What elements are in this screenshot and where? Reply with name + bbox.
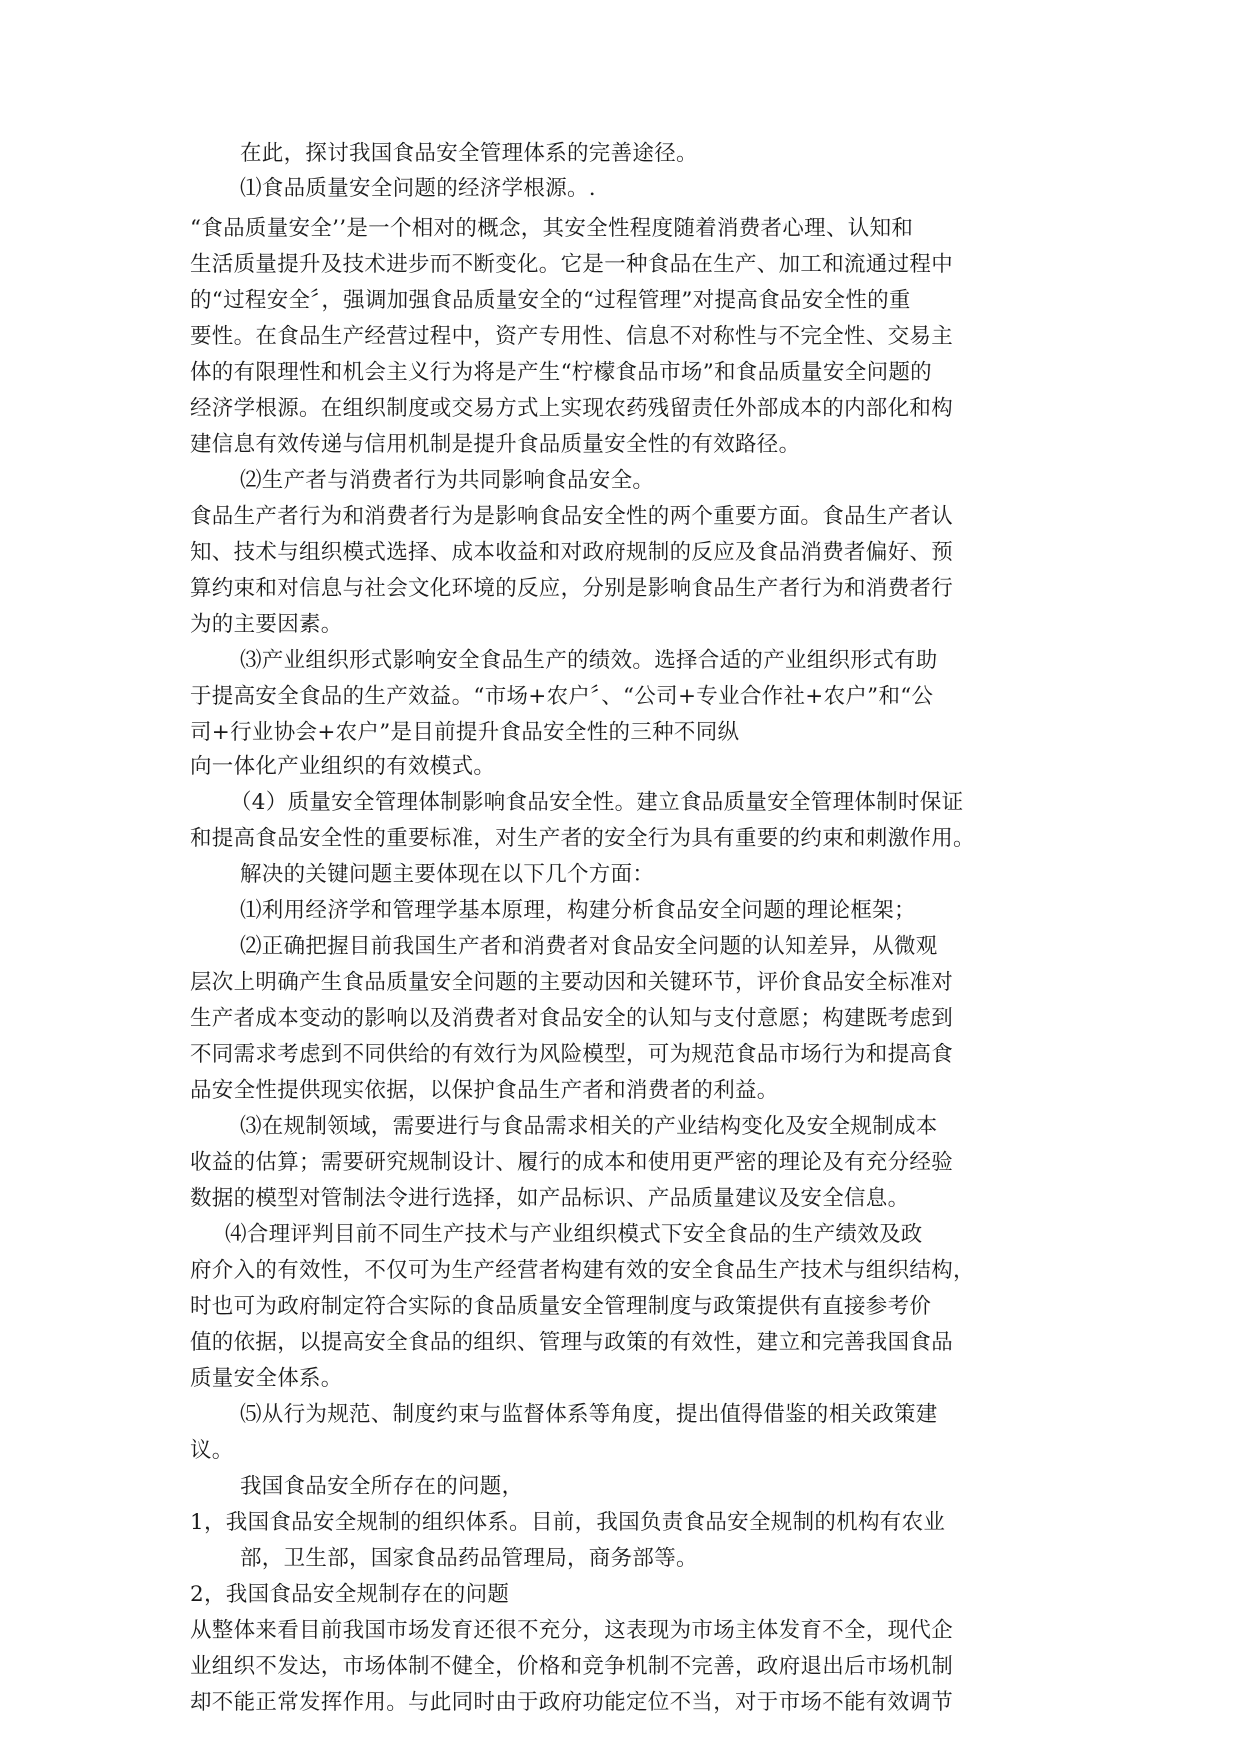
numbered-item-2: 2，我国食品安全规制存在的问题 (190, 1582, 510, 1607)
body-text-line: 要性。在食品生产经营过程中，资产专用性、信息不对称性与不完全性、交易主 (190, 324, 954, 349)
section-heading-3: ⑶产业组织形式影响安全食品生产的绩效。选择合适的产业组织形式有助 (240, 648, 938, 673)
section-heading-4: （4）质量安全管理体制影响食品安全性。建立食品质量安全管理体制时保证 (230, 790, 964, 815)
body-text-line: 生活质量提升及技术进步而不断变化。它是一种食品在生产、加工和流通过程中 (190, 252, 954, 277)
body-text-line: 议。 (190, 1438, 234, 1463)
body-text-line: 府介入的有效性，不仅可为生产经营者构建有效的安全食品生产技术与组织结构， (190, 1258, 975, 1283)
body-text-line: 却不能正常发挥作用。与此同时由于政府功能定位不当，对于市场不能有效调节 (190, 1690, 954, 1715)
numbered-item-1: 1，我国食品安全规制的组织体系。目前，我国负责食品安全规制的机构有农业 (190, 1510, 946, 1535)
body-text-line: 算约束和对信息与社会文化环境的反应，分别是影响食品生产者行为和消费者行 (190, 576, 954, 601)
body-text-line: 的“过程安全〞，强调加强食品质量安全的“过程管理”对提高食品安全性的重 (190, 288, 911, 313)
body-text-line: 和提高食品安全性的重要标准，对生产者的安全行为具有重要的约束和刺激作用。 (190, 826, 975, 851)
body-text-line: 知、技术与组织模式选择、成本收益和对政府规制的反应及食品消费者偏好、预 (190, 540, 954, 565)
body-text-line: 收益的估算；需要研究规制设计、履行的成本和使用更严密的理论及有充分经验 (190, 1150, 954, 1175)
body-text-line: 层次上明确产生食品质量安全问题的主要动因和关键环节，评价食品安全标准对 (190, 970, 954, 995)
section-heading-2: ⑵生产者与消费者行为共同影响食品安全。 (240, 468, 655, 493)
list-item-3: ⑶在规制领域，需要进行与食品需求相关的产业结构变化及安全规制成本 (240, 1114, 938, 1139)
body-text-line: 质量安全体系。 (190, 1366, 343, 1391)
list-item-1: ⑴利用经济学和管理学基本原理，构建分析食品安全问题的理论框架； (240, 898, 916, 923)
body-text-line: 品安全性提供现实依据，以保护食品生产者和消费者的利益。 (190, 1078, 779, 1103)
body-text-line: 向一体化产业组织的有效模式。 (190, 754, 496, 779)
body-text-line: 生产者成本变动的影响以及消费者对食品安全的认知与支付意愿；构建既考虑到 (190, 1006, 954, 1031)
subheading-problems: 我国食品安全所存在的问题， (240, 1474, 524, 1499)
list-item-4: ⑷合理评判目前不同生产技术与产业组织模式下安全食品的生产绩效及政 (225, 1222, 923, 1247)
body-text-line: 建信息有效传递与信用机制是提升食品质量安全性的有效路径。 (190, 432, 801, 457)
body-text-line: 从整体来看目前我国市场发育还很不充分，这表现为市场主体发育不全，现代企 (190, 1618, 954, 1643)
body-text-line: 值的依据，以提高安全食品的组织、管理与政策的有效性，建立和完善我国食品 (190, 1330, 954, 1355)
body-text-line: 司+行业协会+农户”是目前提升食品安全性的三种不同纵 (190, 720, 740, 745)
body-text-line: 体的有限理性和机会主义行为将是产生“柠檬食品市场”和食品质量安全问题的 (190, 360, 932, 385)
list-item-5: ⑸从行为规范、制度约束与监督体系等角度，提出值得借鉴的相关政策建 (240, 1402, 938, 1427)
body-text-line: 于提高安全食品的生产效益。“市场+农户〞、“公司+专业合作社+农户”和“公 (190, 684, 934, 709)
body-text-line: 经济学根源。在组织制度或交易方式上实现农药残留责任外部成本的内部化和构 (190, 396, 954, 421)
body-text-line: 在此，探讨我国食品安全管理体系的完善途径。 (240, 141, 698, 166)
list-item-2: ⑵正确把握目前我国生产者和消费者对食品安全问题的认知差异，从微观 (240, 934, 938, 959)
body-text-line: “食品质量安全’’是一个相对的概念，其安全性程度随着消费者心理、认知和 (190, 216, 914, 241)
body-text-line: 业组织不发达，市场体制不健全，价格和竞争机制不完善，政府退出后市场机制 (190, 1654, 954, 1679)
body-text-line: 食品生产者行为和消费者行为是影响食品安全性的两个重要方面。食品生产者认 (190, 504, 954, 529)
body-text-line: 不同需求考虑到不同供给的有效行为风险模型，可为规范食品市场行为和提高食 (190, 1042, 954, 1067)
body-text-line: 数据的模型对管制法令进行选择，如产品标识、产品质量建议及安全信息。 (190, 1186, 910, 1211)
subheading-key-problems: 解决的关键问题主要体现在以下几个方面： (240, 862, 655, 887)
section-heading-1: ⑴食品质量安全问题的经济学根源。. (240, 176, 596, 201)
numbered-item-1-cont: 部，卫生部，国家食品药品管理局，商务部等。 (240, 1546, 698, 1571)
body-text-line: 时也可为政府制定符合实际的食品质量安全管理制度与政策提供有直接参考价 (190, 1294, 932, 1319)
body-text-line: 为的主要因素。 (190, 612, 343, 637)
